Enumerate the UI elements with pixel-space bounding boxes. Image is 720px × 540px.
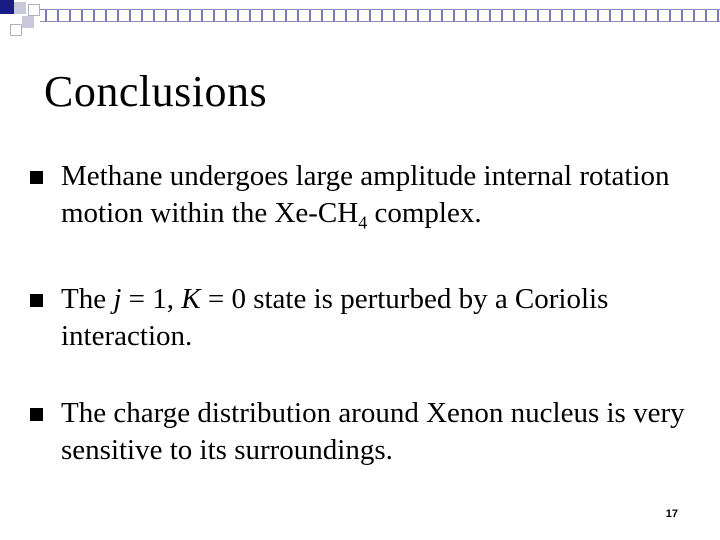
bullet-item: [30, 158, 700, 241]
bullet-item: [30, 281, 700, 355]
bullet-text-part: Methane undergoes large amplitude internal rotation motion within the Xe-CH: [61, 160, 670, 229]
italic-symbol: K: [181, 283, 201, 316]
subscript-text: 4: [358, 212, 368, 233]
square-bullet-icon: [30, 294, 43, 307]
slide-title: Conclusions: [44, 67, 268, 116]
bullet-text: [61, 283, 608, 352]
corner-square-outline: [28, 4, 40, 16]
bullet-text-part: = 0 state is perturbed by a Coriolis interaction.: [61, 283, 609, 353]
bullet-text-part: = 1,: [121, 283, 182, 316]
corner-square-light: [14, 2, 26, 14]
italic-symbol: j: [113, 283, 122, 316]
bullet-text: [61, 397, 685, 466]
bullet-text: [61, 160, 670, 233]
bullet-text-part: The: [61, 283, 114, 316]
corner-square-dark: [0, 0, 14, 14]
corner-square-light: [22, 16, 34, 28]
bullet-list: [30, 158, 700, 469]
bullet-item: [30, 395, 700, 469]
square-bullet-icon: [30, 408, 43, 421]
square-bullet-icon: [30, 171, 43, 184]
decorative-top-band: [40, 9, 720, 22]
bullet-text-part: complex.: [367, 197, 482, 229]
bullet-text-part: The charge distribution around Xenon nucleus is very sensitive to its surroundings.: [61, 397, 685, 467]
corner-square-outline: [10, 24, 22, 36]
slide-number: 17: [665, 508, 678, 520]
